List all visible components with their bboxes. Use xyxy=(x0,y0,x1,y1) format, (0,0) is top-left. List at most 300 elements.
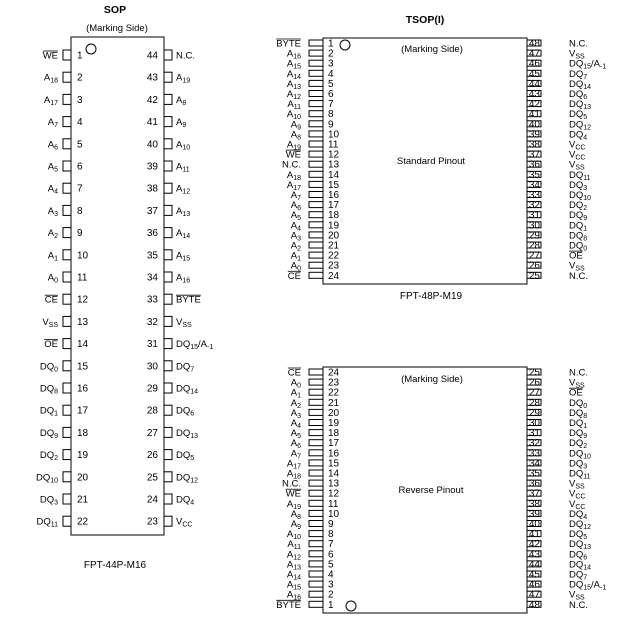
tsop-reverse-pin-12-signal: WE xyxy=(285,488,301,500)
sop-pin-10-number: 10 xyxy=(77,250,89,262)
sop-pin-39 xyxy=(164,161,172,171)
tsop-reverse-pin-37-signal: $V_{CC}$ xyxy=(569,488,586,501)
sop-pin-19-signal: $DQ_2$ xyxy=(39,450,58,463)
tsop-standard-pin-31-number: 31 xyxy=(528,210,540,222)
tsop-standard-pin-21 xyxy=(309,242,323,248)
tsop-standard-pin-5-number: 5 xyxy=(328,78,334,90)
tsop-reverse-pin-22-signal: $A_1$ xyxy=(290,387,301,400)
sop-pin-37-number: 37 xyxy=(146,205,158,217)
sop-pin-7 xyxy=(63,183,71,193)
tsop-reverse-pin-4 xyxy=(309,571,323,577)
sop-pin-8-number: 8 xyxy=(77,205,83,217)
tsop-reverse-pin-29-number: 29 xyxy=(528,407,540,419)
sop-pin-40 xyxy=(164,139,172,149)
tsop-reverse-pin-29-signal: $DQ_8$ xyxy=(569,407,588,420)
tsop-standard-pin-40-number: 40 xyxy=(528,119,540,131)
tsop-standard-pin-16-signal: $A_7$ xyxy=(290,190,301,202)
tsop-reverse-pin-22 xyxy=(309,389,323,395)
tsop-reverse-pin-48-number: 48 xyxy=(528,599,540,611)
sop-pin-22-number: 22 xyxy=(77,516,89,528)
tsop-standard-marking-label: (Marking Side) xyxy=(401,44,463,55)
sop-pin-31-number: 31 xyxy=(146,339,158,351)
sop-pin-26-number: 26 xyxy=(146,450,158,462)
tsop-reverse-pin-31-signal: $DQ_9$ xyxy=(569,428,588,441)
tsop-reverse-pin-42-signal: $DQ_{13}$ xyxy=(569,539,592,552)
sop-pin-27-signal: $DQ_{13}$ xyxy=(176,427,199,440)
sop-pin-34-number: 34 xyxy=(146,272,158,284)
tsop-standard-pin-22-number: 22 xyxy=(328,250,340,262)
sop-pin-30 xyxy=(164,361,172,371)
tsop-standard-pin-15-signal: $A_{17}$ xyxy=(286,179,301,192)
tsop-reverse-pin-13-number: 13 xyxy=(328,478,340,490)
tsop-reverse-pin-40-number: 40 xyxy=(528,519,540,530)
sop-pin-14-number: 14 xyxy=(77,339,89,351)
tsop-reverse-pin-22-number: 22 xyxy=(328,387,340,399)
sop-pin-19-number: 19 xyxy=(77,450,89,462)
sop-pin-24-signal: $DQ_4$ xyxy=(176,494,195,507)
tsop-reverse-marking-label: (Marking Side) xyxy=(401,374,463,385)
tsop-reverse-pin-10-number: 10 xyxy=(328,508,340,520)
tsop-reverse-pin-9-number: 9 xyxy=(328,519,334,530)
tsop-standard-pin-32-signal: $DQ_2$ xyxy=(569,200,588,213)
sop-pin-23-number: 23 xyxy=(146,516,158,528)
tsop-standard-pin-13-number: 13 xyxy=(328,159,340,171)
tsop-standard-pin-19-number: 19 xyxy=(328,220,340,232)
tsop-standard-pin-20 xyxy=(309,232,323,238)
tsop-reverse-pin-1-signal: BYTE xyxy=(276,599,301,611)
sop-pin-3 xyxy=(63,94,71,104)
tsop-reverse-pin-7-signal: $A_{11}$ xyxy=(287,539,301,552)
tsop-title: TSOP(I) xyxy=(405,14,445,26)
sop-pin-22 xyxy=(63,516,71,526)
tsop-reverse-pin-17-signal: $A_6$ xyxy=(290,438,301,451)
tsop-standard-pin-29-signal: $DQ_8$ xyxy=(569,230,588,243)
tsop-reverse-pin-48-signal: N.C. xyxy=(569,599,588,611)
sop-pin-15 xyxy=(63,361,71,371)
tsop-standard-pin-47-number: 47 xyxy=(528,48,540,60)
sop-pin-20 xyxy=(63,472,71,482)
sop-pin-24 xyxy=(164,494,172,504)
sop-pin-23 xyxy=(164,516,172,526)
tsop-reverse-pin-30-number: 30 xyxy=(528,418,540,429)
tsop-reverse-pin-38-number: 38 xyxy=(528,498,540,510)
sop-pin-31 xyxy=(164,339,172,349)
sop-pin-5 xyxy=(63,139,71,149)
tsop-standard-pin-42-signal: $DQ_{13}$ xyxy=(569,99,592,112)
tsop-reverse-pin-18 xyxy=(309,430,323,436)
tsop-standard-pin-24-signal: CE xyxy=(287,270,301,282)
tsop-reverse-pin-34-signal: $DQ_3$ xyxy=(569,458,588,471)
tsop-reverse-pin-35-number: 35 xyxy=(528,468,540,480)
tsop-standard-pin-41-signal: $DQ_5$ xyxy=(569,109,588,122)
tsop-reverse-pin-5-signal: $A_{13}$ xyxy=(286,559,301,572)
tsop-reverse-pin-45-signal: $DQ_7$ xyxy=(569,569,588,582)
tsop-standard-pin-7-signal: $A_{11}$ xyxy=(287,99,301,112)
sop-caption: FPT-44P-M16 xyxy=(83,560,147,571)
sop-pin-38-signal: $A_{12}$ xyxy=(176,183,191,196)
tsop-reverse-pin-7 xyxy=(309,541,323,547)
sop-pin-17 xyxy=(63,405,71,415)
sop-pin-27-number: 27 xyxy=(146,427,158,439)
tsop-standard-pin-8 xyxy=(309,111,323,117)
tsop-reverse-pin-41-number: 41 xyxy=(528,529,540,541)
tsop-reverse-pin-37-number: 37 xyxy=(528,488,540,500)
tsop-standard-pin-22-signal: $A_1$ xyxy=(290,250,301,263)
sop-pin-34 xyxy=(164,272,172,282)
tsop-standard-pin-26-number: 26 xyxy=(528,260,540,272)
tsop-reverse-pin-23-number: 23 xyxy=(328,377,340,389)
tsop-standard-pin-25-signal: N.C. xyxy=(569,270,588,282)
tsop-reverse-pin-46-signal: $DQ_{15}/A_{-1}$ xyxy=(569,579,607,592)
tsop-standard-pin-25-number: 25 xyxy=(528,270,540,282)
tsop-standard-pin-21-signal: $A_2$ xyxy=(290,240,301,253)
sop-pin-5-signal: $A_6$ xyxy=(47,139,58,152)
tsop-standard-pin-4-number: 4 xyxy=(328,68,334,80)
tsop-standard-pin-18 xyxy=(309,212,323,218)
sop-pin-13-number: 13 xyxy=(77,316,89,328)
sop-pin-16-signal: $DQ_8$ xyxy=(39,383,58,396)
sop-pin-3-signal: $A_{17}$ xyxy=(43,94,58,107)
tsop-reverse-pin-9 xyxy=(309,521,323,527)
tsop-reverse-pin-31-number: 31 xyxy=(528,428,540,440)
sop-pin-28-signal: $DQ_6$ xyxy=(176,405,195,418)
tsop-reverse-pin-13 xyxy=(309,480,323,486)
tsop-standard-pin-18-signal: $A_5$ xyxy=(290,210,301,223)
tsop-standard-pin-11-number: 11 xyxy=(328,139,339,151)
tsop-reverse-pin-25-number: 25 xyxy=(528,367,540,379)
tsop-standard-pin-9-number: 9 xyxy=(328,119,334,131)
sop-pin-21-signal: $DQ_3$ xyxy=(39,494,58,507)
tsop-standard-pin-12 xyxy=(309,151,323,157)
tsop-standard-pin-34-number: 34 xyxy=(528,179,540,191)
tsop-reverse-pin-20-signal: $A_3$ xyxy=(290,407,301,420)
sop-pin-13-signal: $V_{SS}$ xyxy=(42,316,58,329)
sop-pin-8 xyxy=(63,205,71,215)
tsop-standard-pin-18-number: 18 xyxy=(328,210,340,222)
sop-pin-37 xyxy=(164,205,172,215)
sop-pin-1-signal: WE xyxy=(42,50,58,62)
tsop-reverse-pin-27-signal: OE xyxy=(569,387,583,399)
tsop-standard-pin-33-signal: $DQ_{10}$ xyxy=(569,190,592,202)
tsop-reverse-pin-46-number: 46 xyxy=(528,579,540,591)
tsop-reverse-pin-20 xyxy=(309,409,323,415)
tsop-standard-pin-48-number: 48 xyxy=(528,38,540,50)
sop-pin-7-signal: $A_4$ xyxy=(47,183,58,196)
tsop-standard-pin-37-signal: $V_{CC}$ xyxy=(569,149,586,162)
sop-pin-6 xyxy=(63,161,71,171)
tsop-standard-pin-2 xyxy=(309,50,323,56)
tsop-reverse-pin-16-number: 16 xyxy=(328,448,340,460)
tsop-standard-pin-23-number: 23 xyxy=(328,260,340,272)
sop-pin-44-signal: N.C. xyxy=(176,50,195,62)
sop-pin-5-number: 5 xyxy=(77,139,83,151)
tsop-reverse-pin-32-number: 32 xyxy=(528,438,540,450)
tsop-standard-pin-8-signal: $A_{10}$ xyxy=(286,109,301,122)
tsop-reverse-pin-39-signal: $DQ_4$ xyxy=(569,508,588,521)
tsop-reverse-pin-15-number: 15 xyxy=(328,458,340,470)
tsop-reverse-pin-43-number: 43 xyxy=(528,549,540,561)
tsop-reverse-pin-15-signal: $A_{17}$ xyxy=(286,458,301,471)
tsop-reverse-pin-11-signal: $A_{19}$ xyxy=(286,498,301,511)
sop-pin-11-number: 11 xyxy=(77,272,88,284)
sop-pin-43-number: 43 xyxy=(146,72,158,84)
sop-pin-34-signal: $A_{16}$ xyxy=(176,272,191,285)
tsop-standard-pin-8-number: 8 xyxy=(328,109,334,121)
tsop-reverse-pin-2-number: 2 xyxy=(328,589,334,601)
sop-pin-42 xyxy=(164,94,172,104)
tsop-reverse-pin-6-number: 6 xyxy=(328,549,334,561)
sop-pin-29-signal: $DQ_{14}$ xyxy=(176,383,199,396)
sop-pin-39-number: 39 xyxy=(146,161,158,173)
tsop-reverse-pin-44-signal: $DQ_{14}$ xyxy=(569,559,592,572)
tsop-reverse-pin1-dot xyxy=(346,601,356,611)
sop-pin-42-signal: $A_8$ xyxy=(176,94,187,107)
tsop-standard-pin-14 xyxy=(309,171,323,177)
tsop-reverse-pin-39-number: 39 xyxy=(528,508,540,520)
tsop-reverse-pin-24-number: 24 xyxy=(328,367,340,379)
tsop-standard-pin-11 xyxy=(309,141,323,147)
tsop-standard-pin-4-signal: $A_{14}$ xyxy=(286,68,301,81)
tsop-standard-pin-48-signal: N.C. xyxy=(569,38,588,50)
sop-pin-4-number: 4 xyxy=(77,117,83,129)
tsop-standard-pin-1 xyxy=(309,40,323,46)
sop-marking-label: (Marking Side) xyxy=(86,23,148,34)
tsop-reverse-pin-16 xyxy=(309,450,323,456)
sop-pin-17-number: 17 xyxy=(77,405,89,417)
tsop-standard-pin-16-number: 16 xyxy=(328,190,340,201)
tsop-standard-pin-23 xyxy=(309,262,323,268)
tsop-reverse-pin-33-number: 33 xyxy=(528,448,540,460)
sop-pin-31-signal: $DQ_{15}/A_{-1}$ xyxy=(176,339,214,352)
tsop-standard-pin-29-number: 29 xyxy=(528,230,540,242)
tsop-standard-pin-23-signal: $A_0$ xyxy=(290,260,301,273)
sop-pin-26-signal: $DQ_5$ xyxy=(176,450,195,463)
sop-pin-10-signal: $A_1$ xyxy=(47,250,58,263)
tsop-reverse-pin-11 xyxy=(309,500,323,506)
tsop-standard-pin1-dot xyxy=(340,40,350,50)
tsop-standard-pin-46-signal: $DQ_{15}/A_{-1}$ xyxy=(569,58,607,71)
tsop-standard-pin-14-signal: $A_{18}$ xyxy=(286,169,301,182)
sop-pin-6-number: 6 xyxy=(77,161,83,173)
tsop-standard-pin-20-signal: $A_3$ xyxy=(290,230,301,243)
sop-pin-40-number: 40 xyxy=(146,139,158,151)
tsop-reverse-pin-27-number: 27 xyxy=(528,387,540,399)
sop-pin-20-signal: $DQ_{10}$ xyxy=(35,472,58,485)
tsop-standard-pin-15 xyxy=(309,181,323,187)
sop-pin-23-signal: $V_{CC}$ xyxy=(176,516,193,529)
tsop-standard-pin-47-signal: $V_{SS}$ xyxy=(569,48,585,61)
tsop-standard-pin-27-number: 27 xyxy=(528,250,540,262)
sop-pin-33-signal: BYTE xyxy=(176,294,201,306)
sop-pin-26 xyxy=(164,450,172,460)
tsop-standard-pin-1-signal: BYTE xyxy=(276,38,301,50)
tsop-standard-pin-20-number: 20 xyxy=(328,230,340,242)
sop-pin-6-signal: $A_5$ xyxy=(47,161,58,174)
tsop-reverse-pin-5 xyxy=(309,561,323,567)
sop-pin-32-signal: $V_{SS}$ xyxy=(176,316,192,329)
sop-pin-36-number: 36 xyxy=(146,228,158,240)
tsop-reverse-pin-35-signal: $DQ_{11}$ xyxy=(569,468,591,481)
tsop-standard-pin-31-signal: $DQ_9$ xyxy=(569,210,588,223)
tsop-standard-pin-27-signal: OE xyxy=(569,250,583,262)
sop-pin1-dot xyxy=(86,44,96,54)
tsop-standard-pin-45-number: 45 xyxy=(528,68,540,80)
tsop-reverse-pin-24-signal: CE xyxy=(287,367,301,379)
tsop-reverse-pin-15 xyxy=(309,460,323,466)
tsop-standard-pin-37-number: 37 xyxy=(528,149,540,161)
tsop-standard-pin-41-number: 41 xyxy=(528,109,540,121)
sop-pin-4-signal: $A_7$ xyxy=(47,117,58,130)
sop-pin-35 xyxy=(164,250,172,260)
sop-pin-12-number: 12 xyxy=(77,294,89,306)
tsop-standard-pin-42-number: 42 xyxy=(528,99,540,111)
sop-pin-9 xyxy=(63,228,71,238)
sop-pin-35-signal: $A_{15}$ xyxy=(176,250,191,263)
sop-pin-14-signal: OE xyxy=(44,339,58,351)
tsop-standard-pin-7-number: 7 xyxy=(328,99,334,111)
tsop-reverse-pin-24 xyxy=(309,369,323,375)
tsop-reverse-pin-40-signal: $DQ_{12}$ xyxy=(569,519,592,531)
tsop-standard-pin-28-signal: $DQ_0$ xyxy=(569,240,588,253)
tsop-standard-pin-1-number: 1 xyxy=(328,38,334,50)
sop-pin-33 xyxy=(164,294,172,304)
tsop-reverse-pin-17 xyxy=(309,440,323,446)
tsop-reverse-pin-8 xyxy=(309,531,323,537)
tsop-reverse-pin-19-number: 19 xyxy=(328,418,340,429)
tsop-standard-pin-4 xyxy=(309,70,323,76)
tsop-reverse-pin-30-signal: $DQ_1$ xyxy=(569,418,588,430)
tsop-standard-pin-35-number: 35 xyxy=(528,169,540,181)
sop-pin-13 xyxy=(63,316,71,326)
tsop-reverse-pin-21 xyxy=(309,399,323,405)
tsop-reverse-pin-45-number: 45 xyxy=(528,569,540,581)
tsop-reverse-pin-9-signal: $A_9$ xyxy=(290,519,301,531)
tsop-reverse-pin-28-signal: $DQ_0$ xyxy=(569,397,588,410)
tsop-standard-pin-6-number: 6 xyxy=(328,89,334,100)
sop-pin-39-signal: $A_{11}$ xyxy=(176,161,190,174)
sop-pin-44-number: 44 xyxy=(146,50,158,62)
sop-pin-3-number: 3 xyxy=(77,94,83,106)
sop-pin-28-number: 28 xyxy=(146,405,158,417)
tsop-reverse-pin-2-signal: $A_{16}$ xyxy=(286,589,301,602)
tsop-reverse-pin-20-number: 20 xyxy=(328,407,340,419)
sop-pin-19 xyxy=(63,450,71,460)
sop-pin-15-signal: $DQ_0$ xyxy=(39,361,58,374)
tsop-standard-pin-38-signal: $V_{CC}$ xyxy=(569,139,586,152)
tsop-reverse-pin-25-signal: N.C. xyxy=(569,367,588,379)
tsop-standard-pin-12-signal: WE xyxy=(285,149,301,161)
tsop-reverse-pin-44-number: 44 xyxy=(528,559,540,571)
tsop-standard-pin-19-signal: $A_4$ xyxy=(290,220,301,233)
sop-pin-24-number: 24 xyxy=(146,494,158,506)
tsop-reverse-pin-36-number: 36 xyxy=(528,478,540,490)
tsop-standard-pin-22 xyxy=(309,252,323,258)
tsop-reverse-pin-6 xyxy=(309,551,323,557)
sop-pin-30-signal: $DQ_7$ xyxy=(176,361,195,374)
tsop-standard-center-label: Standard Pinout xyxy=(396,156,466,167)
tsop-reverse-pin-23 xyxy=(309,379,323,385)
sop-pin-16 xyxy=(63,383,71,393)
sop-pin-12-signal: CE xyxy=(44,294,58,306)
sop-title: SOP xyxy=(103,4,127,16)
sop-pin-1-number: 1 xyxy=(77,50,83,62)
sop-pin-37-signal: $A_{13}$ xyxy=(176,205,191,218)
tsop-reverse-pin-6-signal: $A_{12}$ xyxy=(286,549,301,562)
sop-pin-2-number: 2 xyxy=(77,72,83,84)
tsop-standard-pin-45-signal: $DQ_7$ xyxy=(569,68,588,81)
tsop-standard-pin-43-signal: $DQ_6$ xyxy=(569,89,588,101)
tsop-reverse-pin-38-signal: $V_{CC}$ xyxy=(569,498,586,511)
tsop-standard-pin-13-signal: N.C. xyxy=(282,159,301,171)
sop-pin-36 xyxy=(164,228,172,238)
tsop-standard-pin-19 xyxy=(309,222,323,228)
tsop-standard-pin-17 xyxy=(309,202,323,208)
sop-pin-29 xyxy=(164,383,172,393)
tsop-reverse-pin-12 xyxy=(309,490,323,496)
tsop-reverse-pin-18-signal: $A_5$ xyxy=(290,428,301,441)
sop-pin-18-signal: $DQ_9$ xyxy=(39,427,58,440)
tsop-standard-pin-46-number: 46 xyxy=(528,58,540,70)
tsop-standard-pin-10 xyxy=(309,131,323,137)
tsop-reverse-pin-3-signal: $A_{15}$ xyxy=(286,579,301,592)
tsop-reverse-pin-14 xyxy=(309,470,323,476)
tsop-standard-pin-13 xyxy=(309,161,323,167)
tsop-standard-pin-24 xyxy=(309,272,323,278)
sop-pin-42-number: 42 xyxy=(146,94,158,106)
sop-pin-36-signal: $A_{14}$ xyxy=(176,228,191,241)
tsop-standard-pin-2-signal: $A_{16}$ xyxy=(286,48,301,61)
sop-pin-32 xyxy=(164,316,172,326)
sop-pin-16-number: 16 xyxy=(77,383,89,395)
tsop-reverse-pin-12-number: 12 xyxy=(328,488,340,500)
sop-pin-18-number: 18 xyxy=(77,427,89,439)
tsop-reverse-pin-19 xyxy=(309,420,323,426)
tsop-standard-pin-6-signal: $A_{12}$ xyxy=(286,89,301,101)
tsop-reverse-center-label: Reverse Pinout xyxy=(398,485,464,496)
sop-pin-18 xyxy=(63,427,71,437)
tsop-standard-pin-28-number: 28 xyxy=(528,240,540,252)
sop-pin-41 xyxy=(164,117,172,127)
tsop-standard-pin-17-signal: $A_6$ xyxy=(290,200,301,213)
tsop-standard-pin-24-number: 24 xyxy=(328,270,340,282)
sop-pin-43 xyxy=(164,72,172,82)
sop-pin-32-number: 32 xyxy=(146,316,158,328)
tsop-reverse-pin-36-signal: $V_{SS}$ xyxy=(569,478,585,491)
sop-pin-11 xyxy=(63,272,71,282)
tsop-reverse-pin-17-number: 17 xyxy=(328,438,340,450)
tsop-standard-pin-40-signal: $DQ_{12}$ xyxy=(569,119,592,132)
sop-pin-14 xyxy=(63,339,71,349)
tsop-standard-pin-2-number: 2 xyxy=(328,48,334,60)
tsop-standard-pin-11-signal: $A_{19}$ xyxy=(286,139,301,152)
sop-pin-25-signal: $DQ_{12}$ xyxy=(176,472,199,485)
tsop-standard-pin-7 xyxy=(309,101,323,107)
tsop-reverse-pin-11-number: 11 xyxy=(328,498,339,510)
tsop-standard-pin-44-number: 44 xyxy=(528,78,540,90)
tsop-standard-pin-21-number: 21 xyxy=(328,240,340,252)
tsop-standard-pin-12-number: 12 xyxy=(328,149,340,161)
tsop-reverse-pin-47-number: 47 xyxy=(528,589,540,601)
sop-pin-4 xyxy=(63,117,71,127)
tsop-reverse-pin-8-signal: $A_{10}$ xyxy=(286,529,301,542)
tsop-reverse-pin-2 xyxy=(309,591,323,597)
tsop-reverse-pin-19-signal: $A_4$ xyxy=(290,418,301,430)
tsop-reverse-pin-47-signal: $V_{SS}$ xyxy=(569,589,585,602)
sop-pin-7-number: 7 xyxy=(77,183,83,195)
sop-pin-30-number: 30 xyxy=(146,361,158,373)
tsop-standard-pin-30-signal: $DQ_1$ xyxy=(569,220,588,233)
sop-pin-25 xyxy=(164,472,172,482)
